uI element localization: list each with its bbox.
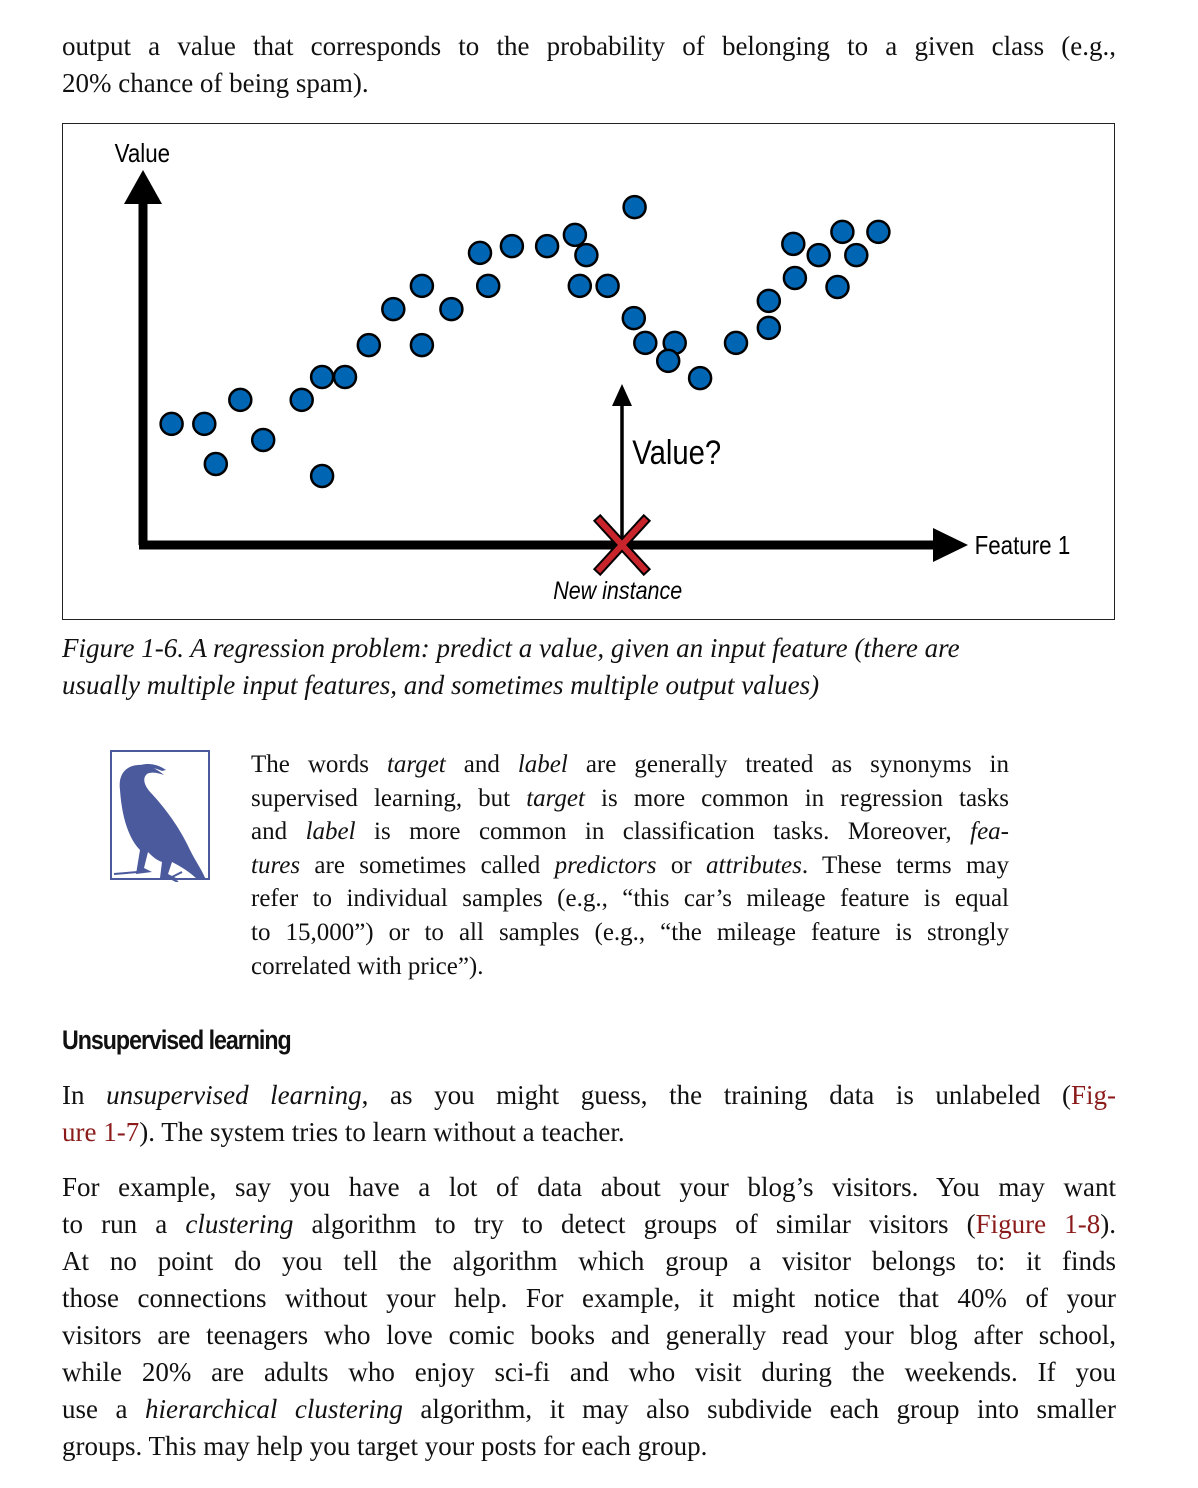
data-point-22 (597, 275, 619, 297)
example-paragraph (62, 1169, 1116, 1465)
data-point-18 (536, 235, 558, 257)
data-point-24 (623, 307, 645, 329)
new-instance-label: New instance (553, 576, 683, 605)
data-point-10 (358, 334, 380, 356)
caption-line-2: usually multiple input features, and sometimes multiple output values) (62, 670, 820, 700)
data-point-15 (469, 242, 491, 264)
data-point-23 (624, 196, 646, 218)
data-point-8 (311, 366, 333, 388)
data-point-16 (477, 275, 499, 297)
data-point-35 (831, 221, 853, 243)
data-point-29 (725, 332, 747, 354)
data-point-19 (564, 224, 586, 246)
data-point-4 (229, 389, 251, 411)
intro-paragraph (62, 28, 1116, 102)
example-line-1: For example, say you have a lot of data about your blog’s visitors. You may want (62, 1172, 1116, 1202)
data-point-21 (569, 275, 591, 297)
data-point-6 (291, 389, 313, 411)
example-line-4: those connections without your help. For example, it might notice that 40% of your (62, 1283, 1116, 1313)
note-line-5: refer to individual samples (e.g., “this car’s mileage feature is equal (251, 885, 1009, 913)
intro-line-2: 20% chance of being spam). (62, 68, 369, 98)
note-line-7: correlated with price”). (251, 952, 484, 980)
unsup-line-1: In unsupervised learning, as you might guess, the training data is unlabeled (Fig- (62, 1080, 1116, 1110)
data-point-28 (689, 367, 711, 389)
data-point-34 (808, 244, 830, 266)
section-heading: Unsupervised learning (62, 1025, 291, 1055)
example-line-6: while 20% are adults who enjoy sci-fi and who visit during the weekends. If you (62, 1357, 1116, 1387)
data-points (161, 196, 890, 487)
note-line-1: The words target and label are generally treated as synonyms in (251, 751, 1009, 778)
note-line-6: to 15,000”) or to all samples (e.g., “the mileage feature is strongly (251, 918, 1009, 946)
regression-chart (63, 124, 1116, 621)
note-line-4: tures are sometimes called predictors or attributes. These terms may (251, 851, 1010, 879)
figure-caption (62, 630, 1116, 704)
query-label: Value? (632, 432, 722, 472)
data-point-5 (252, 429, 274, 451)
data-point-38 (867, 221, 889, 243)
data-point-14 (440, 298, 462, 320)
example-line-3: At no point do you tell the algorithm which group a visitor belongs to: it finds (62, 1246, 1116, 1276)
data-point-32 (784, 267, 806, 289)
example-line-5: visitors are teenagers who love comic books and generally read your blog after school, (62, 1320, 1116, 1350)
data-point-17 (501, 235, 523, 257)
note-line-3: and label is more common in classification tasks. Moreover, fea- (251, 818, 1009, 846)
bird-icon (110, 750, 210, 880)
data-point-1 (161, 413, 183, 435)
data-point-13 (411, 275, 433, 297)
data-point-25 (634, 332, 656, 354)
figure-regression (62, 123, 1115, 620)
data-point-3 (205, 453, 227, 475)
data-point-37 (827, 276, 849, 298)
example-line-2: to run a clustering algorithm to try to detect groups of similar visitors (Figure 1-8). (62, 1209, 1116, 1239)
unsupervised-paragraph (62, 1077, 1116, 1151)
data-point-2 (193, 413, 215, 435)
x-axis-arrowhead (933, 528, 968, 562)
data-point-7 (311, 465, 333, 487)
y-axis-arrowhead (124, 170, 162, 204)
unsup-line-2: ure 1-7). The system tries to learn without a teacher. (62, 1117, 625, 1147)
figure-1-7-link[interactable]: Fig- (1070, 1080, 1116, 1110)
data-point-11 (382, 298, 404, 320)
data-point-9 (334, 366, 356, 388)
intro-line-1: output a value that corresponds to the probability of belonging to a given class (e.g., (62, 31, 1116, 61)
data-point-36 (845, 244, 867, 266)
data-point-12 (411, 334, 433, 356)
data-point-31 (758, 290, 780, 312)
note-line-2: supervised learning, but target is more common in regression tasks (251, 784, 1009, 812)
example-line-7: use a hierarchical clustering algorithm, it may also subdivide each group into smaller (62, 1394, 1116, 1424)
figure-1-8-link[interactable]: Figure 1-8 (975, 1209, 1101, 1239)
figure-1-7-link-cont[interactable]: ure 1-7 (62, 1117, 140, 1147)
note-text (251, 748, 1009, 983)
data-point-33 (782, 233, 804, 255)
caption-line-1: Figure 1-6. A regression problem: predict a value, given an input feature (there are (62, 633, 960, 663)
data-point-30 (758, 317, 780, 339)
query-arrowhead (612, 384, 632, 406)
data-point-27 (657, 350, 679, 372)
example-line-8: groups. This may help you target your posts for each group. (62, 1431, 708, 1461)
data-point-20 (575, 244, 597, 266)
y-axis-label: Value (114, 139, 171, 169)
x-axis-label: Feature 1 (974, 531, 1071, 561)
